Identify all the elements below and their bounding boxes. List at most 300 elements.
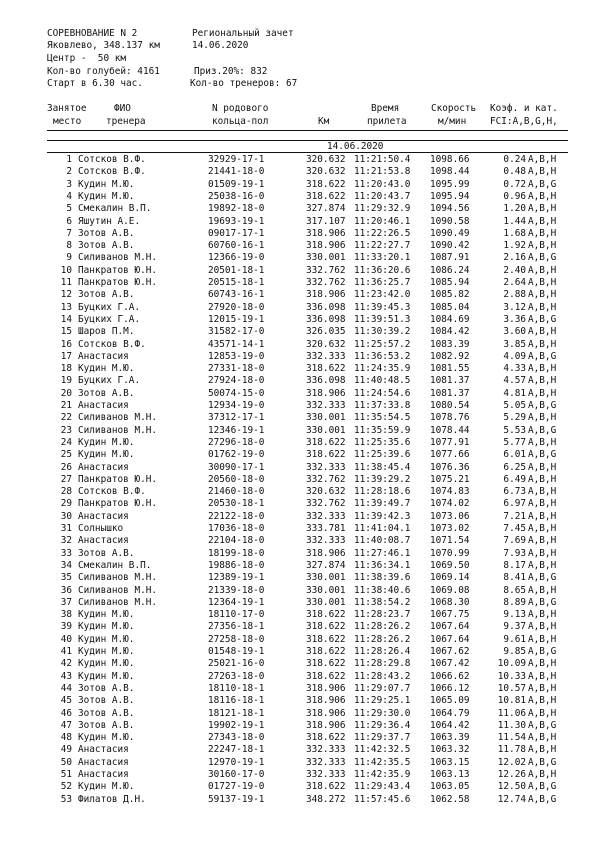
col-ring-2: кольца-пол (212, 116, 269, 127)
row-category: A,B,H (528, 510, 557, 522)
table-row (0, 339, 600, 350)
row-category: A,B,H (528, 732, 557, 744)
row-km: 318.622 (306, 732, 346, 744)
row-trainer: Шаров П.М. (78, 326, 135, 338)
row-place: 25 (60, 449, 72, 461)
table-row (0, 535, 600, 546)
row-trainer: Силиванов М.Н. (78, 572, 158, 584)
row-category: A,B,H (528, 695, 557, 707)
date-row-top (47, 140, 568, 141)
row-category: A,B,H (528, 203, 557, 215)
row-time: 11:38:45.4 (354, 461, 411, 473)
row-category: A,B,H (528, 621, 557, 633)
row-place: 8 (66, 240, 72, 252)
row-km: 320.632 (306, 166, 346, 178)
row-trainer: Анастасия (78, 461, 129, 473)
row-speed: 1094.56 (430, 203, 470, 215)
row-time: 11:28:29.8 (354, 658, 411, 670)
table-row (0, 634, 600, 645)
row-coef: 7.93 (503, 547, 526, 559)
row-place: 47 (60, 719, 72, 731)
row-ring: 12934-19-0 (208, 400, 265, 411)
row-km: 320.632 (306, 338, 346, 350)
row-trainer: Зотов А.В. (78, 289, 135, 301)
row-category: A,B,H (528, 609, 557, 621)
row-ring: 60760-16-1 (208, 240, 265, 252)
row-category: A,B,H (528, 670, 557, 682)
row-time: 11:33:20.1 (354, 252, 411, 264)
col-fio-1: ФИО (114, 103, 131, 114)
row-coef: 12.02 (497, 756, 526, 768)
row-km: 336.098 (306, 301, 346, 313)
table-row (0, 412, 600, 423)
row-trainer: Зотов А.В. (78, 547, 135, 559)
row-coef: 5.77 (503, 436, 526, 448)
row-time: 11:35:54.5 (354, 412, 411, 424)
row-km: 336.098 (306, 313, 346, 325)
table-row (0, 425, 600, 436)
row-ring: 31582-17-0 (208, 326, 265, 338)
row-ring: 19892-18-0 (208, 203, 265, 215)
row-place: 43 (60, 670, 72, 682)
table-row (0, 548, 600, 559)
row-place: 12 (60, 289, 72, 301)
row-trainer: Кудин М.Ю. (78, 449, 135, 461)
date-row-bottom (47, 152, 568, 153)
row-place: 7 (66, 227, 72, 239)
col-fio-2: тренера (106, 116, 146, 127)
row-speed: 1064.42 (430, 719, 470, 731)
row-category: A,B,G (528, 252, 557, 264)
row-category: A,B,H (528, 769, 557, 780)
table-row (0, 449, 600, 460)
row-km: 330.001 (306, 596, 346, 608)
date-row: 14.06.2020 (327, 141, 384, 152)
row-speed: 1067.75 (430, 609, 470, 621)
row-km: 327.874 (306, 559, 346, 571)
row-speed: 1081.55 (430, 363, 470, 375)
row-trainer: Смекалин В.П. (78, 559, 152, 571)
row-coef: 3.60 (503, 326, 526, 338)
row-place: 52 (60, 781, 72, 793)
row-coef: 6.25 (503, 461, 526, 473)
row-speed: 1087.91 (430, 252, 470, 264)
row-ring: 20530-18-1 (208, 498, 265, 510)
row-time: 11:28:18.6 (354, 486, 411, 498)
row-time: 11:28:43.2 (354, 670, 411, 682)
row-place: 44 (60, 682, 72, 694)
row-speed: 1078.76 (430, 412, 470, 424)
table-row (0, 474, 600, 485)
row-speed: 1077.91 (430, 436, 470, 448)
row-coef: 5.53 (503, 424, 526, 436)
row-speed: 1067.64 (430, 633, 470, 645)
row-speed: 1063.05 (430, 781, 470, 793)
row-km: 318.906 (306, 289, 346, 301)
row-ring: 09017-17-1 (208, 227, 265, 239)
row-coef: 6.01 (503, 449, 526, 461)
row-category: A,B,G (528, 350, 557, 362)
table-row (0, 511, 600, 522)
row-speed: 1063.15 (430, 756, 470, 768)
row-time: 11:39:49.7 (354, 498, 411, 510)
row-place: 49 (60, 744, 72, 756)
row-place: 14 (60, 313, 72, 325)
row-time: 11:22:27.7 (354, 240, 411, 252)
row-km: 332.762 (306, 277, 346, 288)
row-speed: 1069.50 (430, 559, 470, 571)
row-trainer: Буцких Г.А. (78, 313, 141, 325)
row-trainer: Зотов А.В. (78, 240, 135, 252)
row-place: 39 (60, 621, 72, 633)
row-time: 11:36:53.2 (354, 350, 411, 362)
row-km: 332.333 (306, 510, 346, 522)
row-category: A,B,G (528, 781, 557, 793)
row-coef: 4.33 (503, 363, 526, 375)
row-place: 19 (60, 375, 72, 387)
row-coef: 5.05 (503, 400, 526, 411)
row-time: 11:42:35.5 (354, 756, 411, 768)
row-category: A,B,G (528, 596, 557, 608)
row-km: 318.906 (306, 387, 346, 399)
row-place: 5 (66, 203, 72, 215)
row-trainer: Кудин М.Ю. (78, 633, 135, 645)
row-place: 10 (60, 264, 72, 276)
row-coef: 6.97 (503, 498, 526, 510)
row-km: 318.622 (306, 609, 346, 621)
row-ring: 18110-18-1 (208, 682, 265, 694)
row-speed: 1078.44 (430, 424, 470, 436)
row-coef: 11.06 (497, 707, 526, 719)
row-time: 11:24:54.6 (354, 387, 411, 399)
row-category: A,B,G (528, 313, 557, 325)
row-speed: 1080.54 (430, 400, 470, 411)
row-place: 22 (60, 412, 72, 424)
table-row (0, 695, 600, 706)
col-time-2: прилета (367, 116, 407, 127)
row-ring: 18110-17-0 (208, 609, 265, 621)
row-km: 332.333 (306, 400, 346, 411)
table-row (0, 277, 600, 288)
row-place: 50 (60, 756, 72, 768)
row-coef: 2.16 (503, 252, 526, 264)
row-place: 30 (60, 510, 72, 522)
row-coef: 2.88 (503, 289, 526, 301)
row-ring: 59137-19-1 (208, 793, 265, 805)
table-row (0, 154, 600, 165)
row-ring: 12970-19-1 (208, 756, 265, 768)
row-place: 6 (66, 215, 72, 227)
row-coef: 1.92 (503, 240, 526, 252)
row-ring: 19693-19-1 (208, 215, 265, 227)
center-distance: Центр - 50 км (47, 53, 127, 64)
row-km: 332.333 (306, 350, 346, 362)
row-time: 11:28:26.2 (354, 633, 411, 645)
row-ring: 27343-18-0 (208, 732, 265, 744)
row-coef: 0.48 (503, 166, 526, 178)
row-trainer: Анастасия (78, 400, 129, 411)
row-place: 4 (66, 190, 72, 202)
row-trainer: Кудин М.Ю. (78, 646, 135, 657)
row-coef: 10.57 (497, 682, 526, 694)
row-category: A,B,H (528, 240, 557, 252)
row-speed: 1086.24 (430, 264, 470, 276)
table-row (0, 437, 600, 448)
row-place: 36 (60, 584, 72, 596)
trainers-count: Кол-во тренеров: 67 (190, 78, 298, 89)
zone-label: Региональный зачет (192, 28, 294, 39)
row-km: 332.333 (306, 535, 346, 547)
row-km: 318.906 (306, 227, 346, 239)
row-km: 318.622 (306, 436, 346, 448)
row-category: A,B,H (528, 633, 557, 645)
row-speed: 1083.39 (430, 338, 470, 350)
row-time: 11:42:35.9 (354, 769, 411, 780)
row-place: 48 (60, 732, 72, 744)
row-category: A,B,H (528, 227, 557, 239)
col-place-2: место (53, 116, 82, 127)
row-km: 330.001 (306, 424, 346, 436)
row-time: 11:25:39.6 (354, 449, 411, 461)
table-row (0, 757, 600, 768)
row-trainer: Кудин М.Ю. (78, 363, 135, 375)
table-row (0, 560, 600, 571)
row-time: 11:40:48.5 (354, 375, 411, 387)
row-time: 11:29:43.4 (354, 781, 411, 793)
table-row (0, 720, 600, 731)
row-km: 317.107 (306, 215, 346, 227)
row-speed: 1077.66 (430, 449, 470, 461)
row-km: 318.622 (306, 633, 346, 645)
prizes-count: Приз.20%: 832 (194, 66, 268, 77)
row-place: 13 (60, 301, 72, 313)
row-category: A,B,H (528, 338, 557, 350)
row-trainer: Зотов А.В. (78, 387, 135, 399)
row-trainer: Кудин М.Ю. (78, 658, 135, 670)
row-coef: 0.72 (503, 178, 526, 190)
row-km: 318.622 (306, 658, 346, 670)
row-time: 11:29:25.1 (354, 695, 411, 707)
table-row (0, 769, 600, 780)
row-ring: 01727-19-0 (208, 781, 265, 793)
row-speed: 1067.42 (430, 658, 470, 670)
row-ring: 12015-19-1 (208, 313, 265, 325)
row-time: 11:21:53.8 (354, 166, 411, 178)
row-ring: 27356-18-1 (208, 621, 265, 633)
row-category: A,B,H (528, 436, 557, 448)
row-category: A,B,G (528, 646, 557, 657)
row-km: 332.333 (306, 769, 346, 780)
row-speed: 1082.92 (430, 350, 470, 362)
row-km: 320.632 (306, 486, 346, 498)
row-category: A,B,H (528, 559, 557, 571)
row-trainer: Анастасия (78, 769, 129, 780)
row-place: 15 (60, 326, 72, 338)
row-category: A,B,H (528, 326, 557, 338)
row-time: 11:36:34.1 (354, 559, 411, 571)
row-trainer: Кудин М.Ю. (78, 178, 135, 190)
row-km: 348.272 (306, 793, 346, 805)
table-row (0, 498, 600, 509)
row-place: 37 (60, 596, 72, 608)
row-coef: 12.50 (497, 781, 526, 793)
row-place: 9 (66, 252, 72, 264)
row-time: 11:39:45.3 (354, 301, 411, 313)
row-category: A,B,G (528, 719, 557, 731)
row-time: 11:29:32.9 (354, 203, 411, 215)
row-time: 11:40:08.7 (354, 535, 411, 547)
row-category: A,B,H (528, 486, 557, 498)
table-row (0, 621, 600, 632)
row-speed: 1063.39 (430, 732, 470, 744)
row-time: 11:28:26.4 (354, 646, 411, 657)
row-category: A,B,H (528, 215, 557, 227)
row-ring: 20501-18-1 (208, 264, 265, 276)
row-trainer: Буцких Г.А. (78, 301, 141, 313)
row-place: 27 (60, 473, 72, 485)
row-coef: 9.13 (503, 609, 526, 621)
row-time: 11:38:39.6 (354, 572, 411, 584)
row-speed: 1081.37 (430, 387, 470, 399)
table-row (0, 671, 600, 682)
row-km: 318.622 (306, 363, 346, 375)
row-place: 28 (60, 486, 72, 498)
row-speed: 1073.02 (430, 523, 470, 534)
row-category: A,B,H (528, 166, 557, 178)
row-speed: 1066.62 (430, 670, 470, 682)
row-speed: 1071.54 (430, 535, 470, 547)
row-category: A,B,H (528, 535, 557, 547)
row-category: A,B,G (528, 756, 557, 768)
row-km: 318.622 (306, 621, 346, 633)
row-ring: 32929-17-1 (208, 154, 265, 165)
row-km: 332.762 (306, 264, 346, 276)
table-row (0, 572, 600, 583)
table-row (0, 179, 600, 190)
row-coef: 4.09 (503, 350, 526, 362)
row-speed: 1084.69 (430, 313, 470, 325)
row-place: 24 (60, 436, 72, 448)
row-category: A,B,G (528, 793, 557, 805)
row-ring: 27920-18-0 (208, 301, 265, 313)
row-trainer: Зотов А.В. (78, 719, 135, 731)
row-trainer: Кудин М.Ю. (78, 732, 135, 744)
row-speed: 1075.21 (430, 473, 470, 485)
row-trainer: Солнышко (78, 523, 124, 534)
row-place: 21 (60, 400, 72, 411)
row-category: A,B,H (528, 498, 557, 510)
row-coef: 11.30 (497, 719, 526, 731)
row-coef: 8.17 (503, 559, 526, 571)
row-coef: 1.20 (503, 203, 526, 215)
row-speed: 1090.49 (430, 227, 470, 239)
row-km: 332.333 (306, 461, 346, 473)
row-ring: 60743-16-1 (208, 289, 265, 301)
col-coef-2: FCI:A,B,G,H, (490, 116, 558, 127)
row-category: A,B,G (528, 449, 557, 461)
row-time: 11:42:32.5 (354, 744, 411, 756)
row-coef: 8.89 (503, 596, 526, 608)
row-category: A,B,H (528, 658, 557, 670)
row-speed: 1069.14 (430, 572, 470, 584)
row-time: 11:24:35.9 (354, 363, 411, 375)
row-category: A,B,H (528, 523, 557, 534)
row-trainer: Кудин М.Ю. (78, 190, 135, 202)
row-category: A,B,H (528, 154, 557, 165)
row-time: 11:39:29.2 (354, 473, 411, 485)
table-row (0, 609, 600, 620)
row-ring: 17036-18-0 (208, 523, 265, 534)
row-coef: 4.81 (503, 387, 526, 399)
row-place: 35 (60, 572, 72, 584)
row-ring: 43571-14-1 (208, 338, 265, 350)
row-coef: 8.65 (503, 584, 526, 596)
table-row (0, 314, 600, 325)
col-km: Км (318, 116, 330, 127)
row-time: 11:25:35.6 (354, 436, 411, 448)
row-trainer: Силиванов М.Н. (78, 412, 158, 424)
competition-title: СОРЕВНОВАНИЕ N 2 (47, 28, 138, 39)
row-coef: 12.74 (497, 793, 526, 805)
row-coef: 3.12 (503, 301, 526, 313)
row-km: 332.333 (306, 756, 346, 768)
row-category: A,B,H (528, 264, 557, 276)
row-speed: 1064.79 (430, 707, 470, 719)
row-time: 11:57:45.6 (354, 793, 411, 805)
table-row (0, 289, 600, 300)
row-trainer: Зотов А.В. (78, 695, 135, 707)
row-ring: 25038-16-0 (208, 190, 265, 202)
row-speed: 1067.64 (430, 621, 470, 633)
row-speed: 1090.42 (430, 240, 470, 252)
row-category: A,B,H (528, 387, 557, 399)
row-ring: 30160-17-0 (208, 769, 265, 780)
row-speed: 1069.08 (430, 584, 470, 596)
row-coef: 3.36 (503, 313, 526, 325)
row-speed: 1095.99 (430, 178, 470, 190)
row-km: 332.762 (306, 498, 346, 510)
row-trainer: Силиванов М.Н. (78, 584, 158, 596)
row-trainer: Смекалин В.П. (78, 203, 152, 215)
row-time: 11:23:42.0 (354, 289, 411, 301)
row-km: 318.906 (306, 719, 346, 731)
row-time: 11:29:36.4 (354, 719, 411, 731)
row-coef: 11.78 (497, 744, 526, 756)
row-place: 23 (60, 424, 72, 436)
row-ring: 25021-16-0 (208, 658, 265, 670)
row-speed: 1074.83 (430, 486, 470, 498)
row-coef: 10.09 (497, 658, 526, 670)
row-time: 11:27:46.1 (354, 547, 411, 559)
birds-count: Кол-во голубей: 4161 (47, 66, 160, 77)
table-row (0, 585, 600, 596)
table-row (0, 523, 600, 534)
col-place-1: Занятое (47, 103, 87, 114)
row-time: 11:36:25.7 (354, 277, 411, 288)
row-speed: 1063.32 (430, 744, 470, 756)
row-trainer: Кудин М.Ю. (78, 670, 135, 682)
row-time: 11:30:39.2 (354, 326, 411, 338)
row-trainer: Панкратов Ю.Н. (78, 473, 158, 485)
row-ring: 01548-19-1 (208, 646, 265, 657)
row-coef: 7.69 (503, 535, 526, 547)
row-coef: 3.85 (503, 338, 526, 350)
row-time: 11:29:37.7 (354, 732, 411, 744)
row-place: 40 (60, 633, 72, 645)
row-ring: 12366-19-0 (208, 252, 265, 264)
row-time: 11:39:51.3 (354, 313, 411, 325)
row-km: 330.001 (306, 572, 346, 584)
